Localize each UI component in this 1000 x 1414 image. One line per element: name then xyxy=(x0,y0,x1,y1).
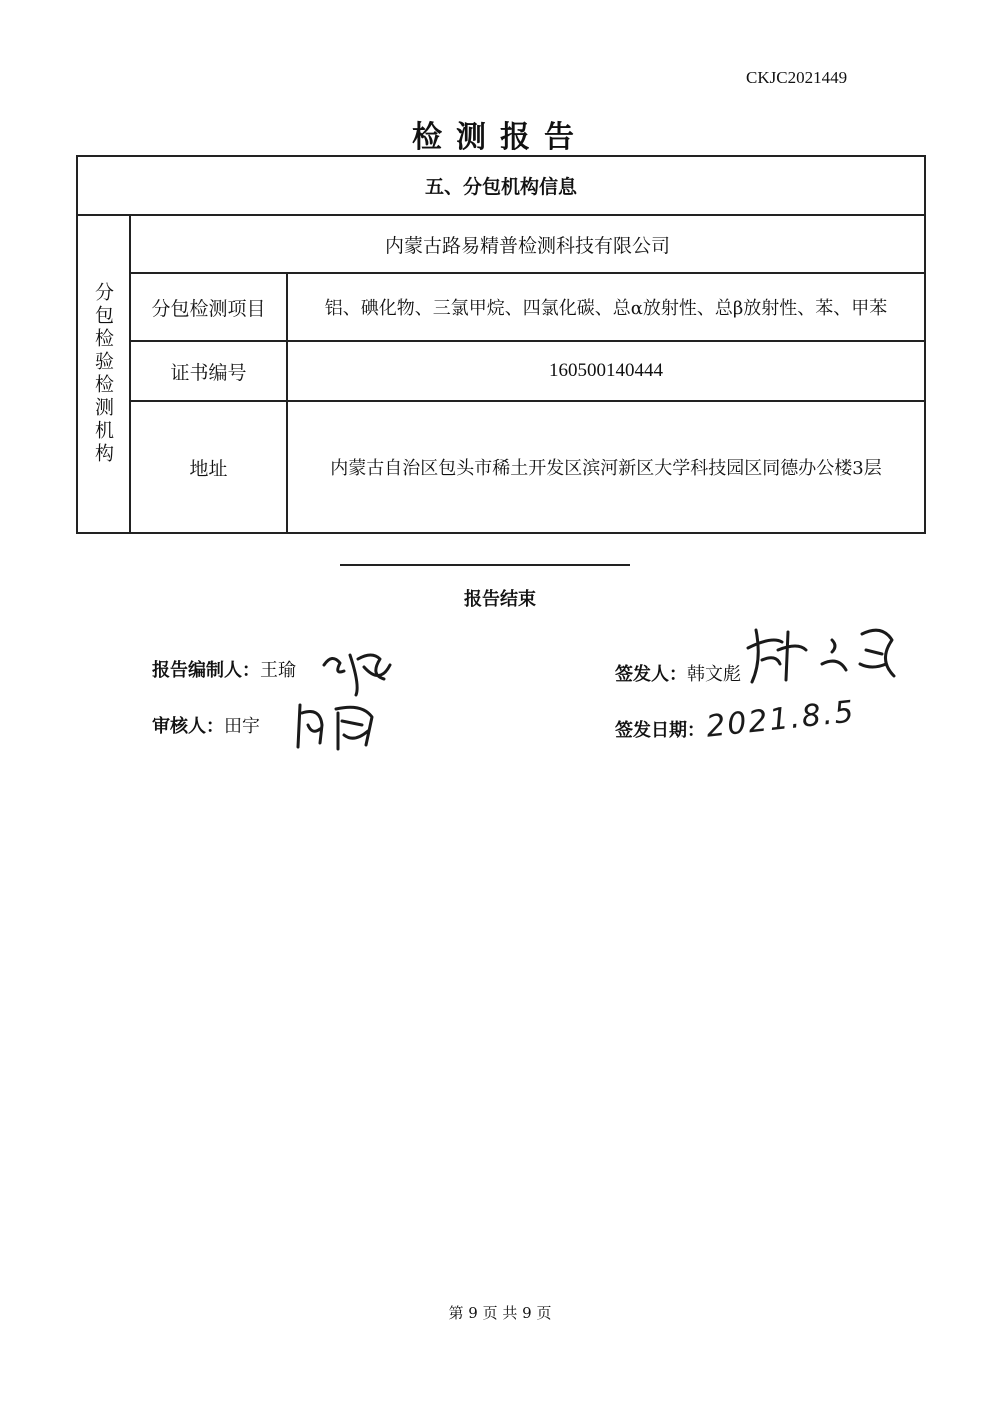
side-label-cell xyxy=(78,216,129,532)
reviewer-line xyxy=(152,712,260,738)
row-label: 证书编号 xyxy=(170,361,247,384)
reviewer-label: 审核人： xyxy=(152,716,224,737)
reviewer-signature xyxy=(292,695,392,755)
date-line xyxy=(615,716,705,742)
row-value: 160500140444 xyxy=(549,360,663,381)
page-footer: 第 9 页 共 9 页 xyxy=(448,1304,552,1322)
issuer-line xyxy=(615,660,741,686)
row-label: 分包检测项目 xyxy=(151,297,266,320)
report-code: CKJC2021449 xyxy=(746,68,848,87)
date-label: 签发日期： xyxy=(615,720,705,741)
reviewer-name: 田宇 xyxy=(224,716,260,737)
issuer-label: 签发人： xyxy=(615,664,687,685)
institution-name: 内蒙古路易精普检测科技有限公司 xyxy=(384,234,670,257)
row-value: 内蒙古自治区包头市稀土开发区滨河新区大学科技园区同德办公楼3层 xyxy=(330,458,882,479)
report-end-label: 报告结束 xyxy=(464,589,536,610)
row-value: 铝、碘化物、三氯甲烷、四氯化碳、总α放射性、总β放射性、苯、甲苯 xyxy=(324,298,888,319)
side-label: 分包检验检测机构 xyxy=(92,282,114,466)
page-title: 检测报告 xyxy=(412,120,588,155)
handwritten-date: 2021.8.5 xyxy=(704,694,858,745)
compiler-label: 报告编制人： xyxy=(152,660,260,681)
compiler-name: 王瑜 xyxy=(260,660,296,681)
end-divider xyxy=(340,564,630,566)
issuer-name: 韩文彪 xyxy=(687,664,741,685)
section-heading: 五、分包机构信息 xyxy=(424,176,577,198)
compiler-line xyxy=(152,656,296,682)
issuer-signature xyxy=(742,620,902,700)
row-label: 地址 xyxy=(189,457,228,480)
subcontract-info-table xyxy=(76,155,926,534)
